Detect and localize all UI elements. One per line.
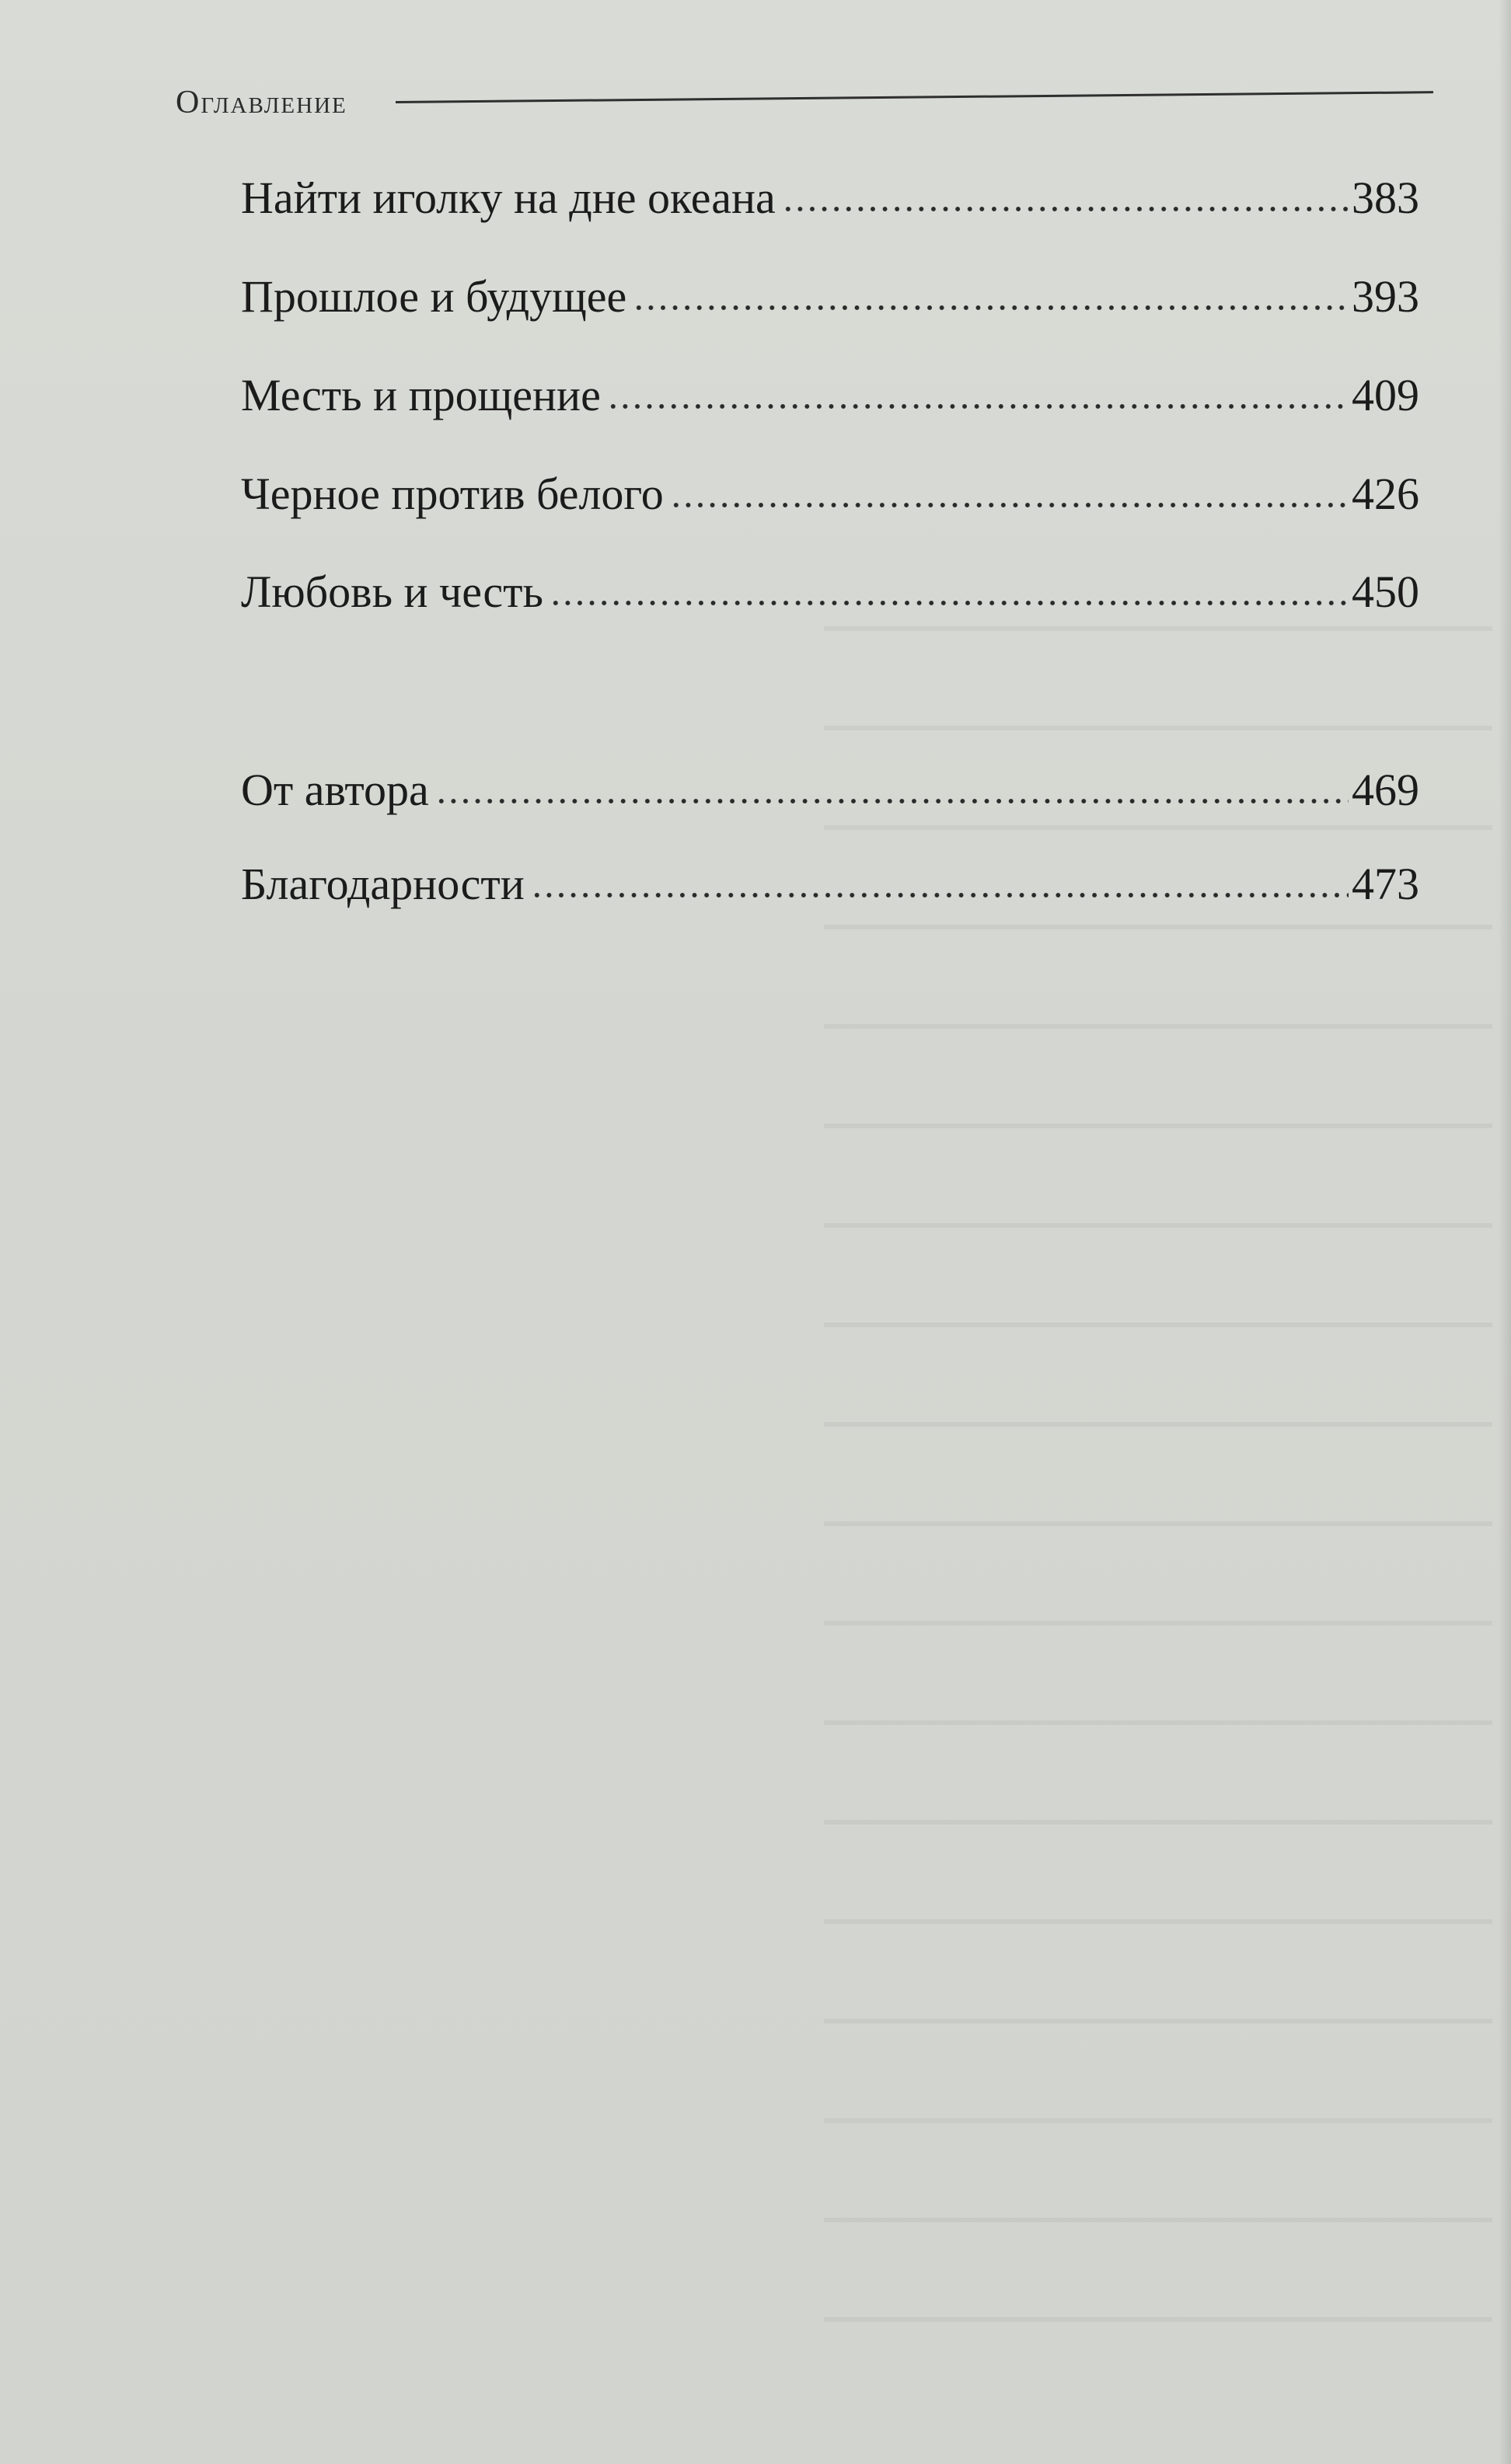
toc-entry xyxy=(241,849,1419,919)
toc-dot-leader xyxy=(550,598,1349,608)
toc-entry-page: 383 xyxy=(1352,173,1419,223)
toc-entry-title: Любовь и честь xyxy=(241,566,543,617)
toc-entry xyxy=(241,557,1419,627)
toc-entry xyxy=(241,262,1419,332)
toc-entry-page: 426 xyxy=(1352,469,1419,519)
toc-entry-page: 450 xyxy=(1352,566,1419,617)
show-through-text xyxy=(824,559,1492,2409)
running-header xyxy=(176,84,1433,131)
toc-dot-leader xyxy=(633,303,1349,312)
page-edge-shadow xyxy=(1499,0,1511,2464)
toc-entry-title: Черное против белого xyxy=(241,469,664,519)
toc-entry-title: От автора xyxy=(241,765,429,815)
toc-dot-leader xyxy=(607,402,1349,411)
toc-dot-leader xyxy=(782,204,1349,214)
toc-dot-leader xyxy=(435,796,1349,806)
toc-entry-title: Прошлое и будущее xyxy=(241,271,627,322)
toc-entry-title: Благодарности xyxy=(241,859,525,909)
toc-entry-page: 393 xyxy=(1352,271,1419,322)
toc-dot-leader xyxy=(670,500,1349,510)
toc-entry xyxy=(241,459,1419,529)
toc-entry-title: Найти иголку на дне океана xyxy=(241,173,776,223)
toc-entry-page: 469 xyxy=(1352,765,1419,815)
toc-entry-title: Месть и прощение xyxy=(241,370,601,420)
toc-dot-leader xyxy=(531,890,1349,900)
toc-entry xyxy=(241,755,1419,825)
toc-entry xyxy=(241,163,1419,233)
toc-entry xyxy=(241,361,1419,430)
toc-entry-page: 409 xyxy=(1352,370,1419,420)
running-header-title: Оглавление xyxy=(176,85,347,120)
toc-entry-page: 473 xyxy=(1352,859,1419,909)
header-rule xyxy=(396,91,1433,103)
